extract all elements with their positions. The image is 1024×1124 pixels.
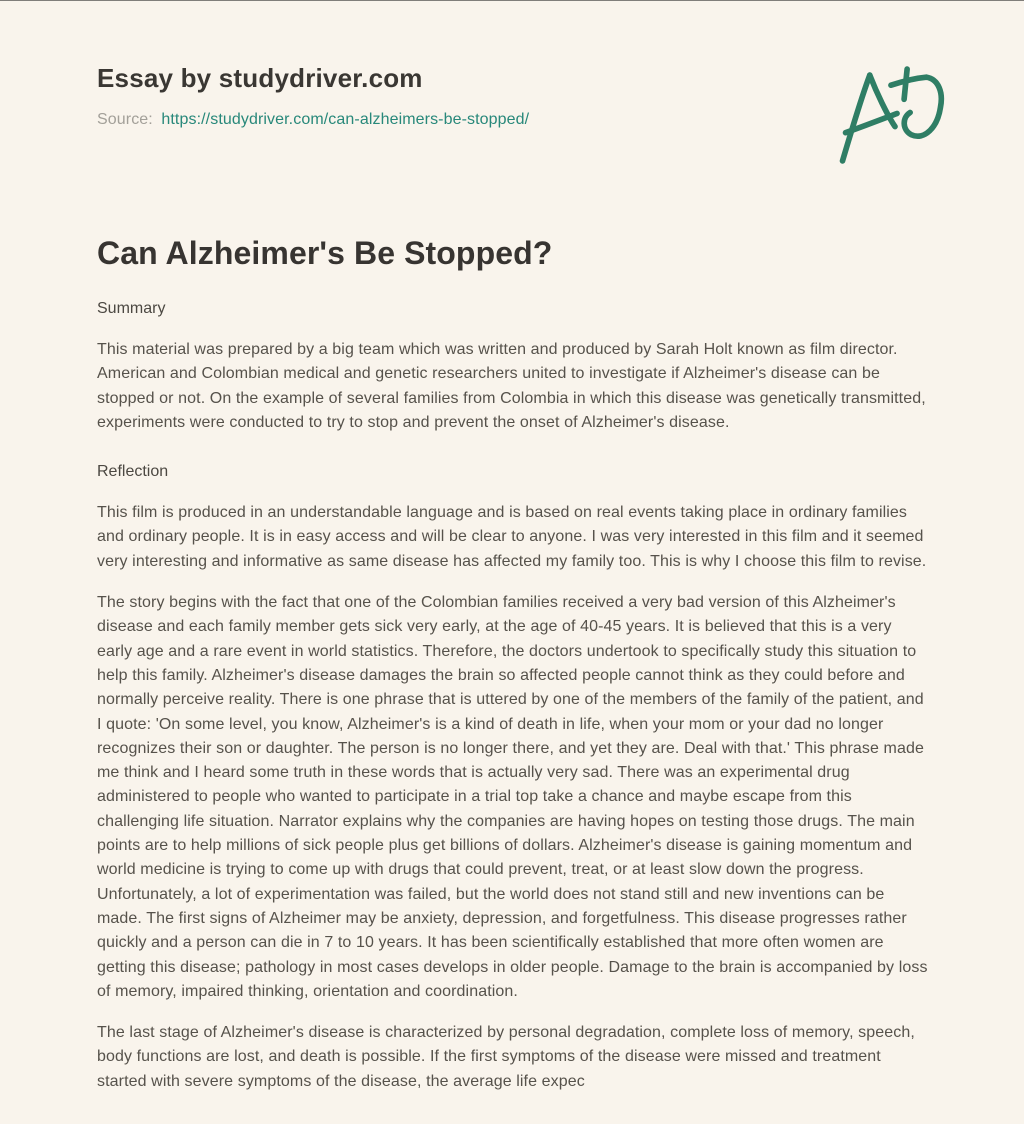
paragraph-summary: This material was prepared by a big team which was written and produced by Sarah Holt known as film director. American and Colombian medical and genetic researchers united to investigate if Alzheimer's disease can be stopped or not. On the example of several families from Colombia in which this disease was genetically transmitted, experiments were conducted to try to stop and prevent the onset of Alzheimer's disease.	[97, 341, 926, 431]
a-plus-logo-icon	[838, 63, 950, 169]
document-page	[0, 1, 1024, 1124]
studydriver-logo	[838, 63, 950, 169]
paragraph-reflection-3: The last stage of Alzheimer's disease is characterized by personal degradation, complete loss of memory, speech, body functions are lost, and death is possible. If the first symptoms of the disease were missed and treatment started with severe symptoms of the disease, the average life expec	[97, 1024, 915, 1090]
source-line	[97, 111, 928, 129]
paragraph-reflection-1: This film is produced in an understandable language and is based on real events taking place in ordinary families and ordinary people. It is in easy access and will be clear to anyone. I was very interested in this film and it seemed very interesting and informative as same disease has affected my family too. This is why I choose this film to revise.	[97, 504, 927, 570]
paragraph-reflection-2: The story begins with the fact that one of the Colombian families received a very bad version of this Alzheimer's disease and each family member gets sick very early, at the age of 40-45 years. It is believed that this is a very early age and a rare event in world statistics. Therefore, the doctors undertook to specifically study this situation to help this family. Alzheimer's disease damages the brain so affected people cannot think as they could before and normally perceive reality. There is one phrase that is uttered by one of the members of the family of the patient, and I quote: 'On some level, you know, Alzheimer's is a kind of death in life, when your mom or your dad no longer recognizes their son or daughter. The person is no longer there, and yet they are. Deal with that.' This phrase made me think and I heard some truth in these words that is actually very sad. There was an experimental drug administered to people who wanted to participate in a trial top take a chance and maybe escape from this challenging life situation. Narrator explains why the companies are having hopes on testing those drugs. The main points are to help millions of sick people plus get billions of dollars. Alzheimer's disease is gaining momentum and world medicine is trying to come up with drugs that could prevent, treat, or at least slow down the progress. Unfortunately, a lot of experimentation was failed, but the world does not stand still and new inventions can be made. The first signs of Alzheimer may be anxiety, depression, and forgetfulness. This disease progresses rather quickly and a person can die in 7 to 10 years. It has been scientifically established that more often women are getting this disease; pathology in most cases develops in older people. Damage to the brain is accompanied by loss of memory, impaired thinking, orientation and coordination.	[97, 594, 928, 1000]
essay-content	[97, 235, 928, 1094]
source-link[interactable]: https://studydriver.com/can-alzheimers-be-stopped/	[161, 111, 530, 128]
section-heading-reflection: Reflection	[97, 463, 169, 481]
page-header	[97, 63, 928, 129]
source-label: Source:	[97, 111, 153, 128]
page-title: Can Alzheimer's Be Stopped?	[97, 235, 553, 271]
essay-source-title: Essay by studydriver.com	[97, 63, 423, 93]
section-heading-summary: Summary	[97, 300, 166, 317]
